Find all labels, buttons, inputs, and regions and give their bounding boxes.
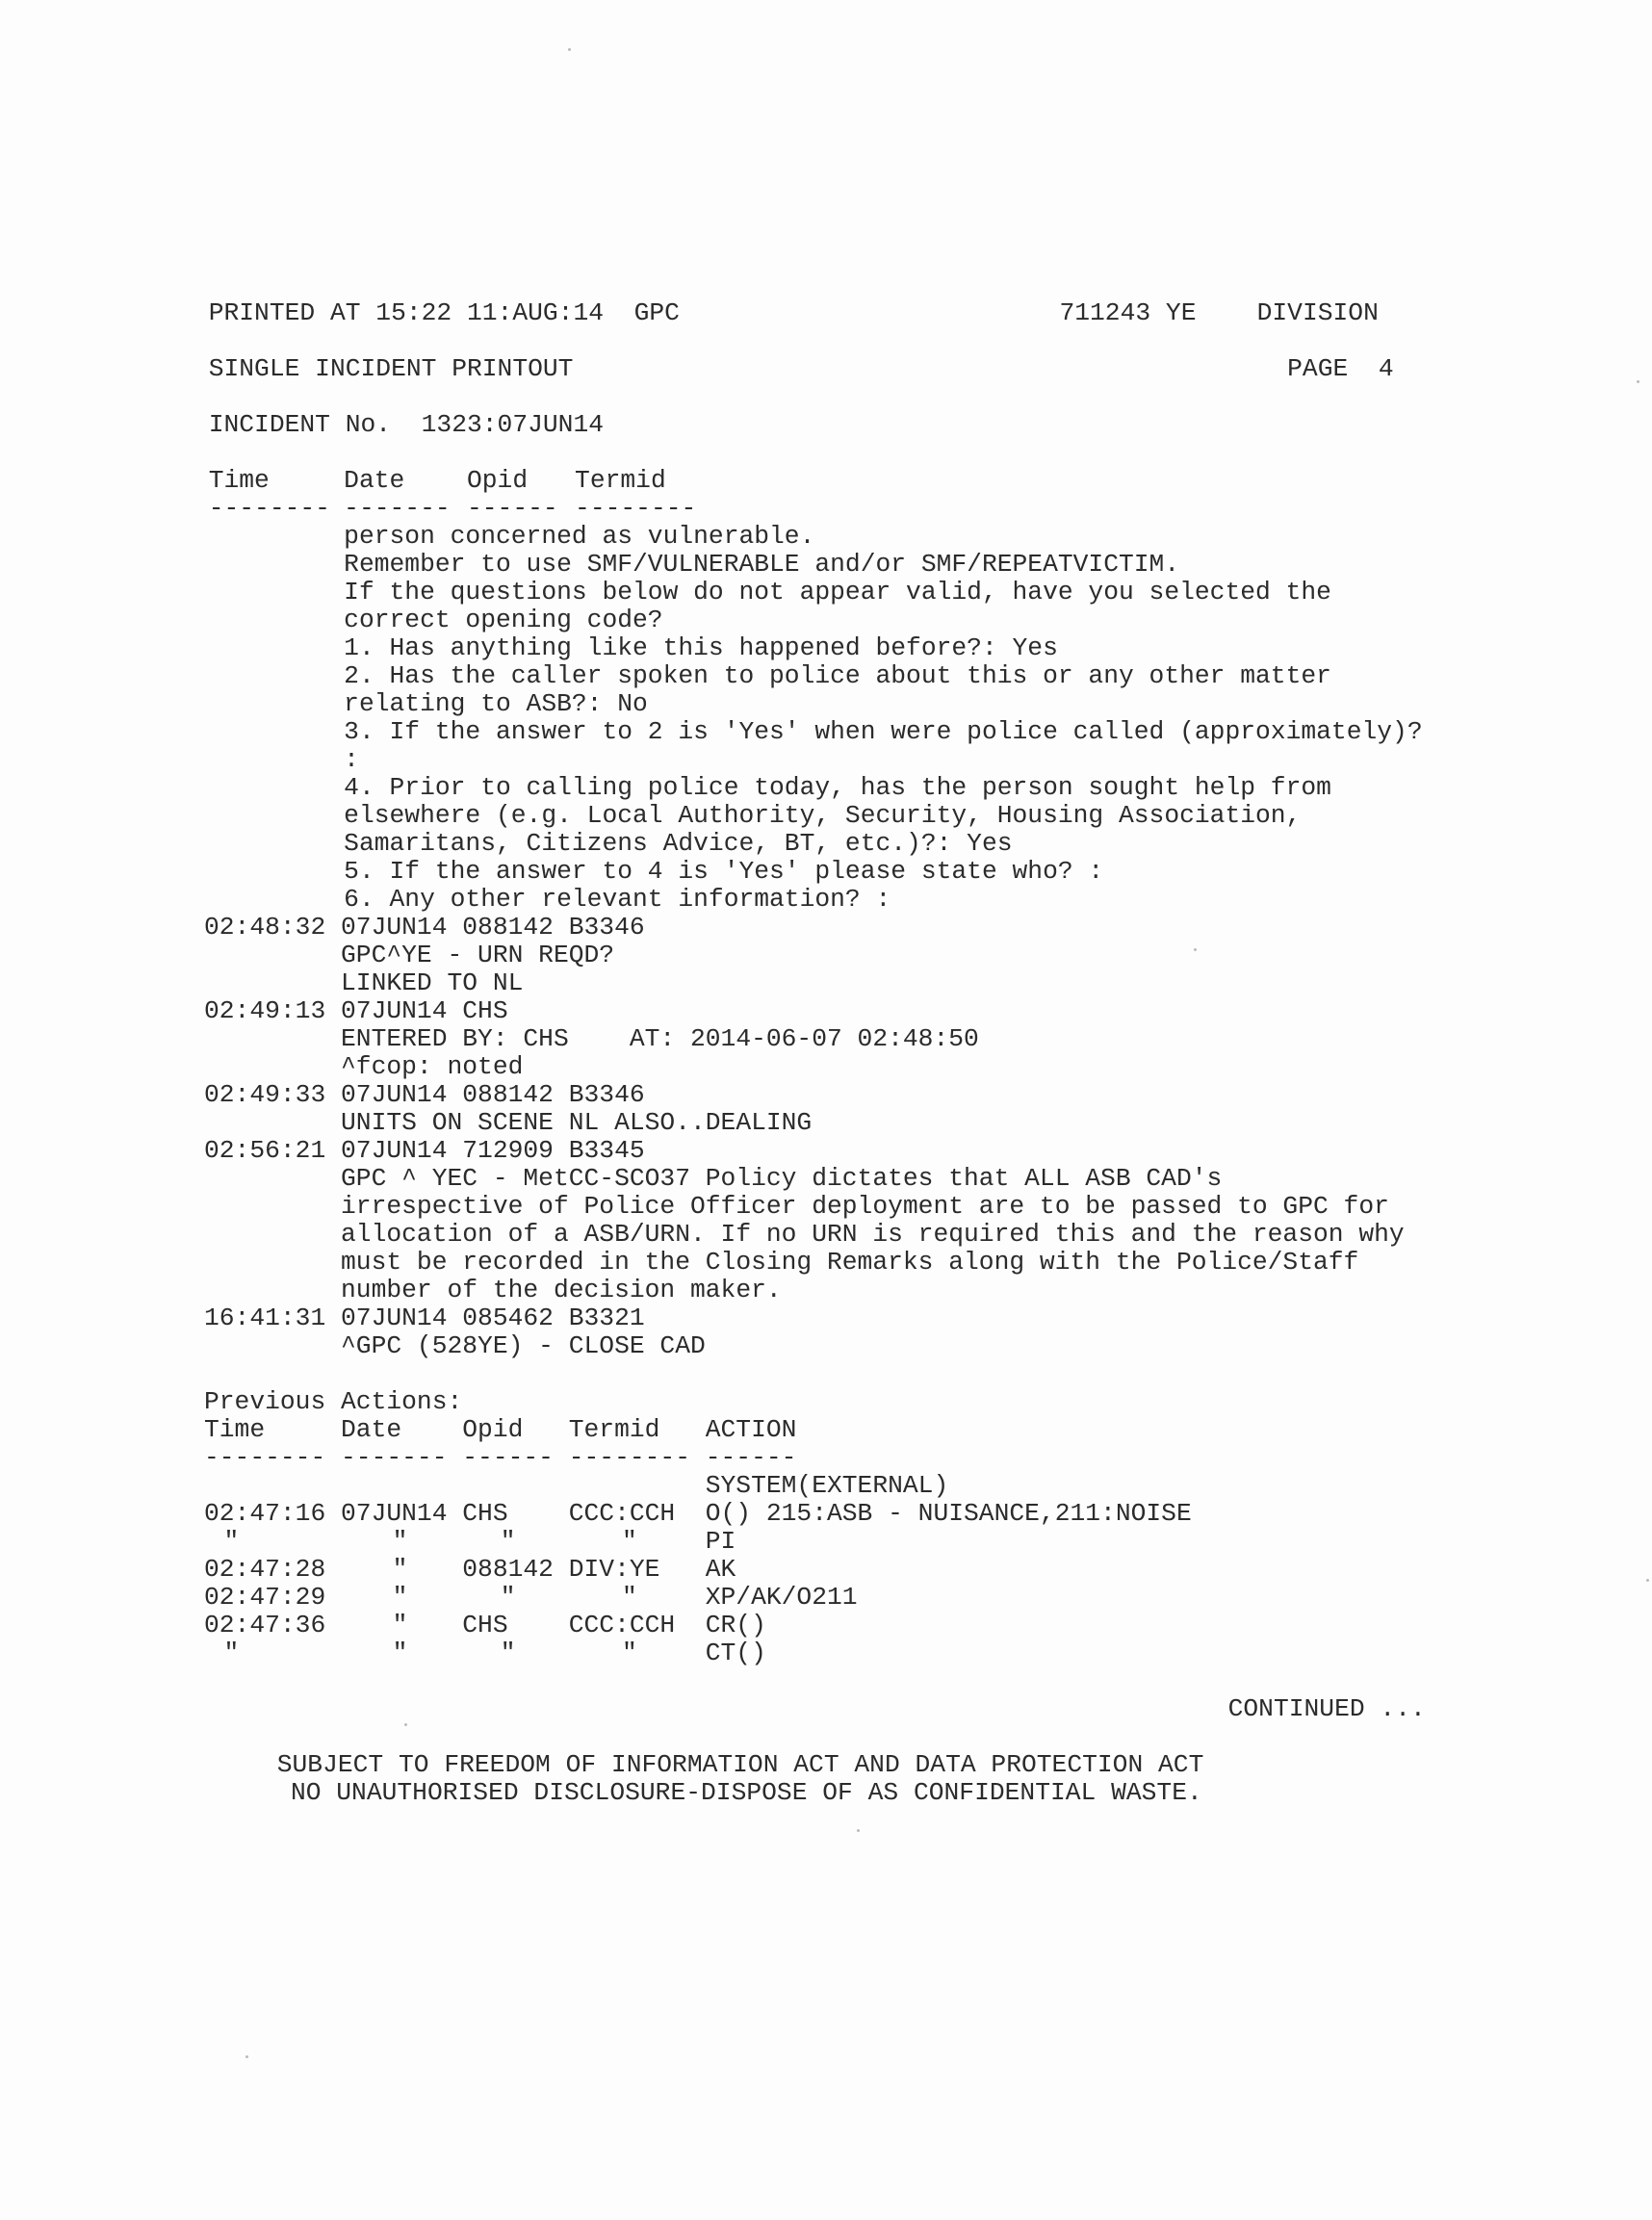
log-column-header: Time — [208, 466, 270, 495]
action-preamble: SYSTEM(EXTERNAL) — [705, 1471, 949, 1500]
log-text-line: Remember to use SMF/VULNERABLE and/or SMF/REPEATVICTIM. — [344, 550, 1180, 579]
scan-speck — [404, 1723, 407, 1726]
action-action: AK — [705, 1555, 736, 1584]
action-action: PI — [705, 1527, 736, 1556]
log-text-line: irrespective of Police Officer deployment are to be passed to GPC for — [341, 1192, 1389, 1221]
entry-opid: 088142 — [462, 1080, 554, 1109]
previous-actions-title: Previous Actions: — [204, 1387, 463, 1416]
log-text-line: : — [344, 745, 359, 774]
entry-opid: CHS — [462, 996, 508, 1025]
log-text-line: 1. Has anything like this happened before?: Yes — [344, 633, 1058, 662]
column-divider: ------ — [462, 1443, 554, 1472]
entry-time: 16:41:31 — [204, 1304, 326, 1332]
action-action: O() 215:ASB - NUISANCE,211:NOISE — [705, 1499, 1192, 1528]
action-opid: 088142 — [462, 1555, 554, 1584]
action-date: " — [392, 1639, 408, 1667]
log-text-line: allocation of a ASB/URN. If no URN is required this and the reason why — [341, 1220, 1405, 1249]
log-text-line: person concerned as vulnerable. — [344, 522, 815, 551]
footer-disclaimer: NO UNAUTHORISED DISCLOSURE-DISPOSE OF AS CONFIDENTIAL WASTE. — [290, 1778, 1202, 1807]
log-text-line: Samaritans, Citizens Advice, BT, etc.)?: Yes — [344, 829, 1013, 858]
action-opid: CHS — [462, 1499, 508, 1528]
log-text-line: relating to ASB?: No — [344, 689, 648, 718]
log-text-line: 5. If the answer to 4 is 'Yes' please state who? : — [344, 857, 1104, 886]
log-text-line: number of the decision maker. — [341, 1276, 782, 1304]
action-termid: CCC:CCH — [568, 1611, 676, 1639]
division-code: 711243 YE DIVISION — [1059, 298, 1379, 327]
action-termid: CCC:CCH — [568, 1499, 676, 1528]
entry-time: 02:49:13 — [204, 996, 326, 1025]
page-number: PAGE 4 — [1287, 354, 1394, 383]
action-opid: " — [500, 1639, 516, 1667]
log-column-header: Opid — [467, 466, 529, 495]
incident-number: INCIDENT No. 1323:07JUN14 — [208, 410, 605, 439]
action-opid: " — [500, 1583, 516, 1612]
log-text-line: 2. Has the caller spoken to police about this or any other matter — [344, 661, 1331, 690]
log-column-header: Termid — [575, 466, 666, 495]
action-date: " — [392, 1611, 408, 1639]
entry-time: 02:48:32 — [204, 913, 326, 942]
action-action: CT() — [705, 1639, 766, 1667]
column-divider: -------- — [204, 1443, 326, 1472]
scan-speck — [1637, 380, 1639, 383]
action-date: 07JUN14 — [341, 1499, 448, 1528]
entry-termid: B3346 — [568, 913, 645, 942]
log-text-line: ENTERED BY: CHS AT: 2014-06-07 02:48:50 — [341, 1024, 979, 1053]
entry-termid: B3345 — [568, 1136, 645, 1165]
log-text-line: elsewhere (e.g. Local Authority, Security, Housing Association, — [344, 801, 1302, 830]
actions-column-header: Termid — [568, 1415, 660, 1444]
column-divider: ------ — [467, 494, 558, 523]
action-action: XP/AK/O211 — [705, 1583, 858, 1612]
entry-date: 07JUN14 — [341, 1304, 448, 1332]
column-divider: -------- — [575, 494, 697, 523]
continued-label: CONTINUED ... — [1227, 1694, 1426, 1723]
column-divider: ------- — [341, 1443, 448, 1472]
action-time: 02:47:36 — [204, 1611, 326, 1639]
log-text-line: must be recorded in the Closing Remarks along with the Police/Staff — [341, 1248, 1359, 1277]
log-text-line: UNITS ON SCENE NL ALSO..DEALING — [341, 1108, 813, 1137]
scan-speck — [1194, 948, 1197, 951]
action-time: 02:47:29 — [204, 1583, 326, 1612]
entry-date: 07JUN14 — [341, 1136, 448, 1165]
log-text-line: 4. Prior to calling police today, has the person sought help from — [344, 773, 1331, 802]
scan-speck — [245, 2055, 248, 2058]
entry-date: 07JUN14 — [341, 996, 448, 1025]
log-column-header: Date — [344, 466, 405, 495]
log-text-line: If the questions below do not appear valid, have you selected the — [344, 578, 1331, 607]
action-time: " — [223, 1639, 240, 1667]
column-divider: ------ — [705, 1443, 797, 1472]
footer-disclaimer: SUBJECT TO FREEDOM OF INFORMATION ACT AND DATA PROTECTION ACT — [276, 1750, 1204, 1779]
entry-opid: 712909 — [462, 1136, 554, 1165]
action-termid: DIV:YE — [568, 1555, 660, 1584]
action-time: 02:47:28 — [204, 1555, 326, 1584]
column-divider: -------- — [568, 1443, 690, 1472]
scan-speck — [1646, 1579, 1649, 1582]
scan-speck — [857, 1829, 860, 1832]
actions-column-header: ACTION — [705, 1415, 797, 1444]
entry-termid: B3346 — [568, 1080, 645, 1109]
entry-date: 07JUN14 — [341, 913, 448, 942]
action-date: " — [392, 1583, 408, 1612]
log-text-line: 3. If the answer to 2 is 'Yes' when were police called (approximately)? — [344, 717, 1423, 746]
entry-opid: 085462 — [462, 1304, 554, 1332]
log-text-line: 6. Any other relevant information? : — [344, 885, 891, 914]
document-title: SINGLE INCIDENT PRINTOUT — [208, 354, 574, 383]
log-text-line: GPC^YE - URN REQD? — [341, 941, 615, 969]
action-termid: " — [621, 1527, 637, 1556]
entry-date: 07JUN14 — [341, 1080, 448, 1109]
scan-speck — [568, 48, 571, 51]
log-text-line: GPC ^ YEC - MetCC-SCO37 Policy dictates that ALL ASB CAD's — [341, 1164, 1223, 1193]
actions-column-header: Time — [204, 1415, 266, 1444]
actions-column-header: Opid — [462, 1415, 524, 1444]
entry-opid: 088142 — [462, 913, 554, 942]
action-date: " — [392, 1555, 408, 1584]
entry-termid: B3321 — [568, 1304, 645, 1332]
log-text-line: ^GPC (528YE) - CLOSE CAD — [341, 1331, 706, 1360]
action-time: 02:47:16 — [204, 1499, 326, 1528]
action-action: CR() — [705, 1611, 766, 1639]
action-date: " — [392, 1527, 408, 1556]
action-opid: " — [500, 1527, 516, 1556]
action-opid: CHS — [462, 1611, 508, 1639]
action-time: " — [223, 1527, 240, 1556]
entry-time: 02:49:33 — [204, 1080, 326, 1109]
action-termid: " — [621, 1639, 637, 1667]
log-text-line: correct opening code? — [344, 606, 663, 634]
column-divider: ------- — [344, 494, 451, 523]
log-text-line: LINKED TO NL — [341, 968, 524, 997]
log-text-line: ^fcop: noted — [341, 1052, 524, 1081]
action-termid: " — [621, 1583, 637, 1612]
printed-at: PRINTED AT 15:22 11:AUG:14 GPC — [208, 298, 680, 327]
entry-time: 02:56:21 — [204, 1136, 326, 1165]
actions-column-header: Date — [341, 1415, 402, 1444]
column-divider: -------- — [208, 494, 330, 523]
